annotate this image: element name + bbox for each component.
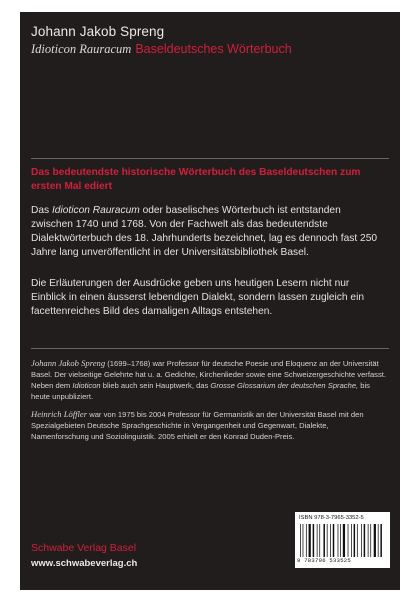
divider-middle [31, 348, 389, 349]
author-name: Johann Jakob Spreng [31, 24, 165, 39]
publisher-name: Schwabe Verlag Basel [31, 542, 137, 554]
publisher-website: www.schwabeverlag.ch [31, 558, 138, 569]
book-back-cover [20, 12, 400, 590]
bio1-italic2: Grosse Glossarium der deutschen Sprache, [210, 381, 359, 390]
bio1-italic1: Idioticon [72, 381, 101, 390]
para1-pre: Das [31, 205, 52, 216]
description-paragraph-1 [31, 204, 383, 260]
para1-post: oder baselisches Wörterbuch ist entstanden zwischen 1740 und 1768. Von der Fachwelt als das bedeutendste Dialektwörterbuch des 18. Jahrhunderts bezeichnet, lag es dennoch fast 250 Jahre lang unveröffentlicht in der Universitätsbibliothek Basel. [31, 205, 378, 258]
barcode-area [295, 512, 390, 568]
bio2-name: Heinrich Löffler [31, 409, 88, 419]
para1-italic: Idioticon Rauracum [51, 205, 140, 216]
description-paragraph-2: Die Erläuterungen der Ausdrücke geben uns heutigen Lesern nicht nur Einblick in einen äusserst lebendigen Dialekt, sondern lassen zugleich ein facettenreiches Bild des damaligen Alltags entstehen. [31, 278, 364, 317]
author-bio [31, 358, 386, 402]
bio2-text: war von 1975 bis 2004 Professor für Germanistik an der Universität Basel mit den Spezialgebieten Deutsche Sprachgeschichte in Vergangenheit und Gegenwart, Dialekte, Namenforschung und Soziolinguistik. 2005 erhielt er den Konrad Duden-Preis. [31, 410, 364, 441]
headline: Das bedeutendste historische Wörterbuch des Baseldeutschen zum ersten Mal ediert [31, 167, 361, 192]
title-latin: Idioticon Rauracum [31, 42, 132, 56]
editor-bio [31, 409, 386, 442]
bio1-name: Johann Jakob Spreng [31, 358, 106, 368]
title-german: Baseldeutsches Wörterbuch [135, 42, 292, 56]
bio1-text1: (1699–1768) war Professor für deutsche Poesie und Eloquenz an der Universität Basel. Der vielseitige Gelehrte hat u. a. Gedichte, Kirchenlieder sowie eine Schweizergeschichte verfasst. Neben dem [31, 359, 386, 390]
bio1-text2: blieb auch sein Hauptwerk, das [100, 381, 211, 390]
barcode-icon [299, 524, 386, 557]
barcode-digits: 9 783796 533525 [297, 557, 352, 564]
isbn-label: ISBN 978-3-7965-3352-5 [299, 515, 364, 521]
bio1-text3: bis heute unpubliziert. [31, 381, 370, 401]
book-title [31, 42, 292, 57]
divider-top [31, 158, 389, 159]
